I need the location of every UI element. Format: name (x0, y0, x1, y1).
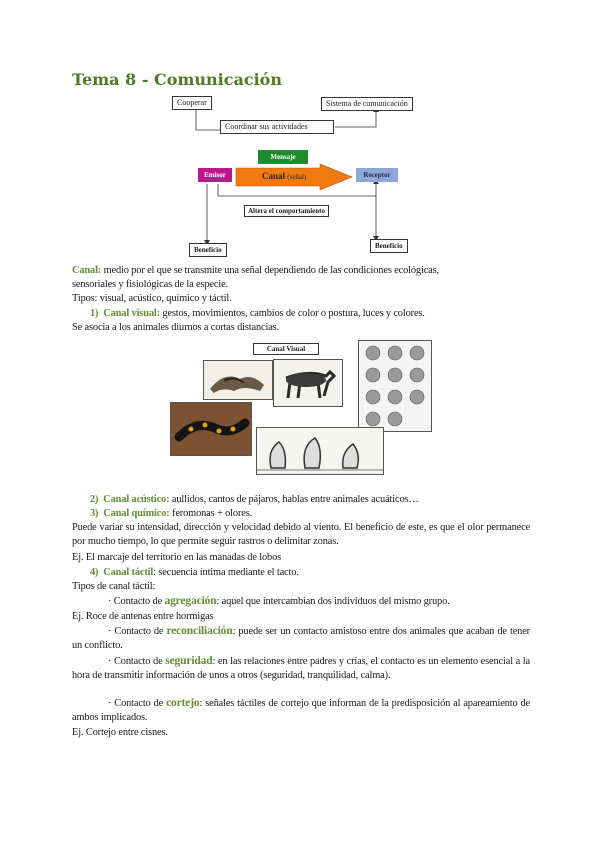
cortejo-keyword: cortejo (166, 697, 200, 709)
agregacion-line (72, 595, 530, 609)
quimico-term: Canal químico: (103, 508, 170, 519)
cortejo-prefix: · Contacto de (108, 698, 167, 709)
acustico-term: Canal acústico: (103, 494, 170, 505)
sistema-box: Sistema de comunicación (321, 97, 413, 111)
monkey-faces-image (358, 340, 432, 432)
birds-courtship-image (256, 427, 384, 475)
page-title: Tema 8 - Comunicación (72, 70, 282, 89)
tipos-line: Tipos: visual, acústico, químico y táctil. (72, 293, 232, 304)
canal-definition (72, 264, 530, 291)
agregacion-text: : aquel que intercambian dos individuos del mismo grupo. (216, 596, 450, 607)
quimico-num: 3) (90, 508, 99, 519)
quimico-text: feromonas + olores. (169, 508, 253, 519)
tactil-text: : secuencia íntima mediante el tacto. (153, 567, 299, 578)
visual-note: Se asocia a los animales diurnos a cortas distancias. (72, 322, 280, 333)
altera-label: Altera el comportamiento (244, 205, 329, 217)
reconciliacion-prefix: · Contacto de (108, 626, 167, 637)
canal-word: Canal (262, 171, 286, 181)
canal-text-2: sensoriales y fisiológicas de la especie. (72, 278, 229, 290)
tactil-tipos: Tipos de canal táctil: (72, 581, 156, 592)
cooperar-box: Cooperar (172, 96, 212, 110)
emisor-box: Emisor (198, 168, 232, 182)
beneficio-left: Beneficio (189, 243, 227, 257)
reconciliacion-text: : puede ser un contacto amistoso entre dos animales que acaban de tener un conflicto. (72, 626, 530, 651)
visual-term: Canal visual: (103, 308, 160, 319)
cortejo-para (72, 697, 530, 724)
senal-word: (señal) (287, 173, 307, 181)
canal-visual-figure-label: Canal Visual (253, 343, 319, 355)
reconciliacion-keyword: reconciliación (166, 625, 233, 637)
canal-term: Canal: (72, 265, 102, 276)
wolves-fighting-image (203, 360, 273, 400)
dog-posture-image (273, 359, 343, 407)
tactil-term: Canal táctil (103, 567, 154, 578)
visual-line (90, 307, 548, 321)
acustico-text: aullidos, cantos de pájaros, hablas entre animales acuáticos… (169, 494, 419, 505)
tactil-num: 4) (90, 567, 99, 578)
seguridad-para (72, 655, 530, 682)
mensaje-box: Mensaje (258, 150, 308, 164)
quimico-line (90, 507, 548, 521)
salamander-image (170, 402, 252, 456)
tactil-line (90, 566, 548, 580)
visual-num: 1) (90, 308, 99, 319)
receptor-box: Receptor (356, 168, 398, 182)
seguridad-keyword: seguridad (165, 655, 213, 667)
cortejo-example: Ej. Cortejo entre cisnes. (72, 727, 168, 738)
seguridad-text: : en las relaciones entre padres y crías, el contacto es un elemento esencial a la hora de transmitir información de unos a otros (seguridad, tranquilidad, calma). (72, 656, 530, 681)
coordinar-box: Coordinar sus actividades (220, 120, 334, 134)
cortejo-text: : señales táctiles de cortejo que informan de la predisposición al apareamiento de ambos implicados. (72, 698, 530, 723)
acustico-num: 2) (90, 494, 99, 505)
canal-label (262, 171, 306, 181)
canal-text-1: medio por el que se transmite una señal dependiendo de las condiciones ecológicas, (101, 265, 439, 276)
quimico-desc: Puede variar su intensidad, dirección y velocidad debido al viento. El beneficio de este, es que el olor permanece por mucho tiempo, lo que permite seguir rastros o delimitar zonas. (72, 522, 530, 547)
agregacion-prefix: · Contacto de (108, 596, 165, 607)
quimico-example: Ej. El marcaje del territorio en las manadas de lobos (72, 552, 282, 563)
visual-text: gestos, movimientos, cambios de color o postura, luces y colores. (159, 308, 425, 319)
beneficio-right: Beneficio (370, 239, 408, 253)
seguridad-prefix: · Contacto de (108, 656, 166, 667)
reconciliacion-para (72, 625, 530, 652)
acustico-line (90, 493, 548, 507)
agregacion-example: Ej. Roce de antenas entre hormigas (72, 611, 214, 622)
agregacion-keyword: agregación (164, 595, 217, 607)
